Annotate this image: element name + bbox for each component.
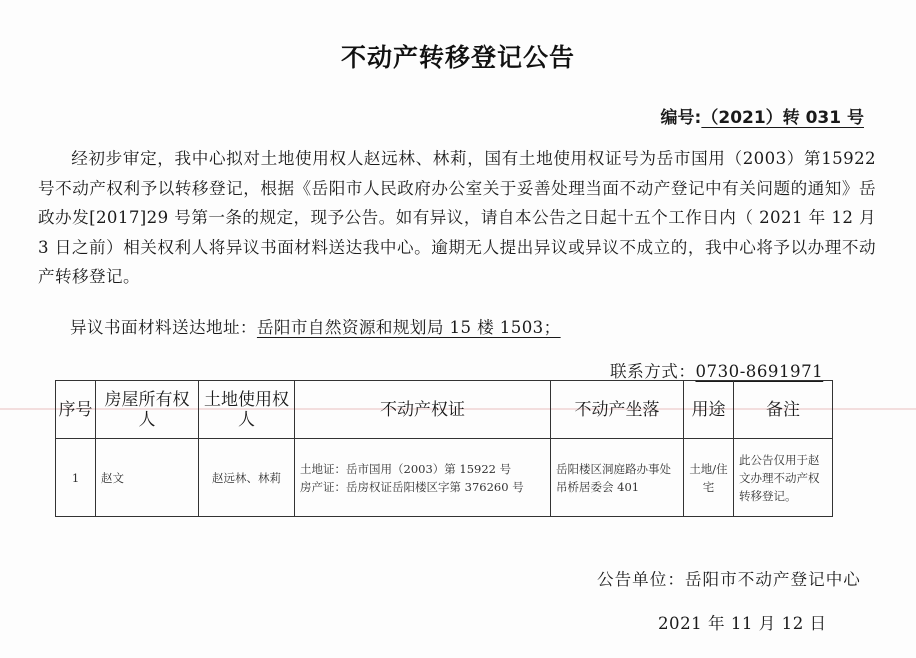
document-number-value: （2021）转 031 号 bbox=[701, 108, 864, 128]
issue-date: 2021 年 11 月 12 日 bbox=[658, 614, 827, 633]
table-row bbox=[56, 439, 833, 517]
objection-address-label: 异议书面材料送达地址： bbox=[70, 318, 257, 337]
issuer-name: 岳阳市不动产登记中心 bbox=[684, 570, 861, 589]
header-land-user: 土地使用权人 bbox=[199, 381, 295, 439]
contact-label: 联系方式： bbox=[610, 362, 696, 381]
document-number-label: 编号: bbox=[660, 108, 702, 128]
registration-table bbox=[55, 380, 833, 517]
objection-address bbox=[70, 314, 561, 338]
header-seq: 序号 bbox=[56, 381, 96, 439]
cell-land-user: 赵远林、林莉 bbox=[199, 439, 295, 517]
cell-location: 岳阳楼区洞庭路办事处吊桥居委会 401 bbox=[551, 439, 684, 517]
document-number bbox=[661, 103, 864, 128]
issuer-label: 公告单位： bbox=[597, 570, 685, 589]
issuer bbox=[597, 566, 861, 590]
objection-address-value: 岳阳市自然资源和规划局 15 楼 1503； bbox=[256, 318, 561, 337]
table-header-row bbox=[56, 381, 833, 439]
header-usage: 用途 bbox=[684, 381, 734, 439]
header-property-cert: 不动产权证 bbox=[295, 381, 551, 439]
header-location: 不动产坐落 bbox=[551, 381, 684, 439]
page-title: 不动产转移登记公告 bbox=[340, 43, 575, 72]
cell-house-owner: 赵文 bbox=[96, 439, 199, 517]
house-cert-text: 房产证：岳房权证岳阳楼区字第 376260 号 bbox=[300, 479, 524, 494]
cell-usage: 土地/住宅 bbox=[684, 439, 734, 517]
header-remark: 备注 bbox=[734, 381, 833, 439]
header-house-owner: 房屋所有权人 bbox=[96, 381, 199, 439]
land-cert-text: 土地证：岳市国用（2003）第 15922 号 bbox=[300, 461, 512, 476]
cell-seq: 1 bbox=[56, 439, 96, 517]
cell-property-cert bbox=[295, 439, 551, 517]
contact-phone: 0730-8691971 bbox=[695, 362, 824, 381]
contact-info bbox=[610, 358, 823, 382]
cell-remark: 此公告仅用于赵文办理不动产权转移登记。 bbox=[734, 439, 833, 517]
body-paragraph: 经初步审定，我中心拟对土地使用权人赵远林、林莉，国有土地使用权证号为岳市国用（2003）第15922 号不动产权利予以转移登记，根据《岳阳市人民政府办公室关于妥善处理当面不动产登记中有关问题的通知》岳政办发[2017]29 号第一条的规定，现予公告。如有异议，请自本公告之日起十五个工作日内（ 2021 年 12 月 3 日之前）相关权利人将异议书面材料送达我中心。逾期无人提出异议或异议不成立的，我中心将予以办理不动产转移登记。 bbox=[38, 149, 876, 286]
